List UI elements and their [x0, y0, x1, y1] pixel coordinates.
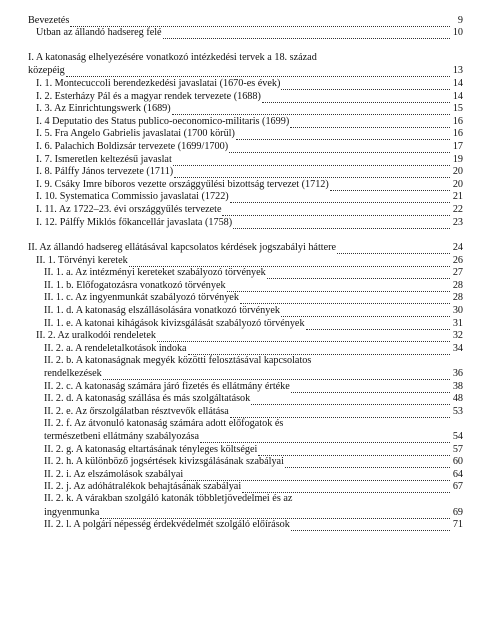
toc-entry-page: 10 [452, 27, 463, 39]
chapter-1-heading-cont[interactable] [28, 65, 463, 78]
toc-entry-page: 20 [452, 166, 463, 178]
dot-leader [337, 244, 450, 254]
toc-entry-title: II. 2. i. Az elszámolások szabályai [44, 468, 184, 480]
dot-leader [240, 294, 450, 304]
toc-entry-page: 54 [452, 431, 463, 442]
toc-entry-title: I. 10. Systematica Commissio javaslatai (1722) [36, 191, 229, 203]
toc-entry-title: I. 12. Pálffy Miklós főkancellár javaslata (1758) [36, 216, 233, 228]
toc-entry-title: I. 7. Ismeretlen keltezésű javaslat [36, 153, 172, 165]
dot-leader [227, 282, 450, 292]
toc-entry-title: I. 2. Esterházy Pál és a magyar rendek tervezete (1688) [36, 90, 261, 102]
dot-leader [290, 118, 450, 128]
toc-entry-ii-2-f-line1[interactable]: II. 2. f. Az átvonuló katonaság számára adott előfogatok és [44, 417, 284, 429]
dot-leader [285, 458, 450, 468]
toc-entry[interactable] [28, 77, 463, 90]
toc-entry-page: 27 [452, 267, 463, 279]
toc-entry[interactable] [28, 342, 463, 355]
toc-entry-ii-2-b[interactable] [28, 367, 463, 380]
toc-entry-title: II. Az állandó hadsereg ellátásával kapcsolatos kérdések jogszabályi háttere [28, 242, 337, 254]
toc-entry-page: 15 [452, 103, 463, 115]
toc-entry-page: 13 [452, 65, 463, 77]
section-ii-2-list-a [28, 342, 463, 355]
toc-entry[interactable] [28, 292, 463, 305]
toc-entry-page: 14 [452, 90, 463, 102]
dot-leader [129, 257, 450, 267]
dot-leader [291, 521, 450, 531]
toc-entry-title: II. 1. a. Az intézményi kereteket szabályozó törvények [44, 267, 266, 279]
dot-leader [188, 345, 450, 355]
toc-entry-page: 30 [452, 305, 463, 317]
dot-leader [262, 93, 450, 103]
dot-leader [184, 471, 450, 481]
toc-entry-title: II. 2. Az uralkodói rendeletek [36, 330, 156, 342]
toc-entry-title: I. 9. Csáky Imre bíboros vezette országgyűlési bizottság tervezet (1712) [36, 178, 329, 190]
toc-entry[interactable] [28, 456, 463, 469]
toc-entry-title: I. 5. Fra Angelo Gabrielis javaslatai (1700 körül) [36, 128, 235, 140]
toc-entry-page: 53 [452, 405, 463, 417]
dot-leader [157, 332, 450, 342]
toc-entry-page: 36 [452, 368, 463, 380]
toc-entry-title: közepéig [28, 65, 65, 77]
toc-entry-title: rendelkezések [44, 368, 102, 380]
toc-entry-ii-2-f[interactable] [28, 430, 463, 443]
toc-entry-page: 20 [452, 178, 463, 190]
toc-entry[interactable] [28, 267, 463, 280]
toc-entry-title: II. 1. c. Az ingyenmunkát szabályozó törvények [44, 292, 239, 304]
toc-entry-title: I. 8. Pálffy János tervezete (1711) [36, 166, 174, 178]
chapter-1-list [28, 77, 463, 228]
toc-entry-page: 64 [452, 468, 463, 480]
chapter-2-heading[interactable] [28, 242, 463, 255]
dot-leader [233, 219, 450, 229]
toc-entry-page: 48 [452, 393, 463, 405]
section-ii-1-list [28, 267, 463, 330]
dot-leader [251, 395, 450, 405]
toc-entry[interactable] [28, 481, 463, 494]
toc-entry[interactable] [28, 166, 463, 179]
toc-entry-title: természetbeni ellátmány szabályozása [44, 431, 200, 442]
toc-entry[interactable] [28, 443, 463, 456]
toc-entry-title: I. 6. Palachich Boldizsár tervezete (1699/1700) [36, 140, 229, 152]
toc-entry[interactable] [28, 153, 463, 166]
dot-leader [174, 168, 450, 178]
toc-entry[interactable] [28, 140, 463, 153]
dot-leader [242, 483, 450, 493]
toc-entry-page: 60 [452, 456, 463, 468]
toc-entry[interactable] [28, 317, 463, 330]
section-ii-2[interactable] [28, 330, 463, 343]
dot-leader [173, 156, 450, 166]
dot-leader [222, 206, 450, 216]
toc-entry[interactable] [28, 380, 463, 393]
toc-entry-page: 28 [452, 279, 463, 291]
dot-leader [229, 143, 450, 153]
toc-entry[interactable] [28, 304, 463, 317]
toc-entry[interactable] [28, 216, 463, 229]
toc-entry-title: II. 1. b. Előfogatozásra vonatkozó törvények [44, 279, 226, 291]
dot-leader [230, 193, 450, 203]
toc-entry-title: Útban az állandó hadsereg felé [36, 27, 162, 39]
dot-leader [230, 408, 450, 418]
dot-leader [70, 17, 450, 27]
section-ii-1[interactable] [28, 254, 463, 267]
dot-leader [258, 446, 450, 456]
section-ii-2-list-g [28, 443, 463, 493]
dot-leader [306, 320, 450, 330]
toc-entry[interactable] [28, 103, 463, 116]
toc-entry-page: 14 [452, 77, 463, 89]
toc-entry-page: 19 [452, 153, 463, 165]
toc-entry-title: I. 4 Deputatio des Status publico-oeconomico-militaris (1699) [36, 115, 290, 127]
dot-leader [291, 383, 450, 393]
toc-entry-title: II. 2. d. A katonaság szállása és más szolgáltatások [44, 393, 251, 405]
toc-entry-page: 22 [452, 203, 463, 215]
toc-entry-page: 9 [457, 14, 463, 26]
dot-leader [100, 509, 450, 519]
toc-entry-page: 38 [452, 380, 463, 392]
toc-entry[interactable] [28, 405, 463, 418]
toc-entry-page: 17 [452, 140, 463, 152]
dot-leader [267, 269, 450, 279]
toc-entry-page: 28 [452, 292, 463, 304]
toc-entry[interactable] [28, 203, 463, 216]
dot-leader [66, 67, 450, 77]
toc-entry-page: 21 [452, 191, 463, 203]
toc-entry[interactable] [28, 128, 463, 141]
toc-entry[interactable] [28, 519, 463, 532]
toc-entry-title: II. 2. c. A katonaság számára járó fizetés és ellátmány értéke [44, 380, 290, 392]
toc-entry-page: 26 [452, 254, 463, 266]
section-ii-2-list-l [28, 519, 463, 532]
toc-entry-page: 16 [452, 115, 463, 127]
toc-entry-title: II. 1. d. A katonaság elszállásolására vonatkozó törvények [44, 305, 280, 317]
dot-leader [281, 307, 450, 317]
toc-entry-page: 23 [452, 216, 463, 228]
dot-leader [281, 80, 450, 90]
toc-entry-title: II. 1. e. A katonai kihágások kivizsgálását szabályozó törvények [44, 317, 305, 329]
dot-leader [330, 181, 450, 191]
table-of-contents [28, 14, 463, 531]
toc-entry-page: 67 [452, 481, 463, 493]
dot-leader [172, 105, 450, 115]
chapter-1-heading[interactable]: I. A katonaság elhelyezésére vonatkozó intézkedési tervek a 18. század [28, 52, 317, 64]
toc-entry-title: II. 2. a. A rendeletalkotások indoka [44, 342, 187, 354]
toc-entry-page: 57 [452, 443, 463, 455]
section-ii-2-list-c [28, 380, 463, 418]
toc-entry-intro[interactable] [28, 14, 463, 27]
dot-leader [163, 29, 450, 39]
toc-entry-title: II. 2. e. Az őrszolgálatban résztvevők ellátása [44, 405, 229, 417]
toc-entry-intro-sub[interactable] [28, 27, 463, 40]
toc-entry-ii-2-k-line1[interactable]: II. 2. k. A várakban szolgáló katonák többletjövedelmei és az [44, 493, 293, 505]
toc-entry[interactable] [28, 393, 463, 406]
toc-entry-title: ingyenmunka [44, 506, 100, 518]
toc-entry-page: 31 [452, 317, 463, 329]
toc-entry-title: I. 1. Montecuccoli berendezkedési javaslatai (1670-es évek) [36, 77, 281, 89]
toc-entry-title: II. 2. l. A polgári népesség érdekvédelmét szolgáló előírások [44, 519, 290, 531]
toc-entry-title: I. 11. Az 1722–23. évi országgyűlés tervezete [36, 203, 222, 215]
toc-entry[interactable] [28, 178, 463, 191]
toc-entry-page: 69 [452, 506, 463, 518]
toc-entry-ii-2-b-line1[interactable]: II. 2. b. A katonaságnak megyék közötti felosztásával kapcsolatos [44, 354, 312, 366]
toc-entry-ii-2-k[interactable] [28, 506, 463, 519]
toc-entry[interactable] [28, 90, 463, 103]
toc-entry-page: 32 [452, 330, 463, 342]
toc-entry-page: 71 [452, 519, 463, 531]
toc-entry-page: 24 [452, 242, 463, 254]
toc-entry[interactable] [28, 191, 463, 204]
dot-leader [200, 433, 450, 443]
toc-entry-title: II. 1. Törvényi keretek [36, 254, 128, 266]
toc-entry-title: II. 2. h. A különböző jogsértések kivizsgálásának szabályai [44, 456, 284, 468]
toc-entry-title: I. 3. Az Einrichtungswerk (1689) [36, 103, 171, 115]
dot-leader [103, 370, 450, 380]
toc-entry[interactable] [28, 279, 463, 292]
toc-entry-title: Bevezetés [28, 14, 70, 26]
dot-leader [236, 130, 450, 140]
toc-entry[interactable] [28, 115, 463, 128]
toc-entry-title: II. 2. j. Az adóhátralékok behajtásának szabályai [44, 481, 242, 493]
toc-entry-title: II. 2. g. A katonaság eltartásának tényleges költségei [44, 443, 258, 455]
toc-entry[interactable] [28, 468, 463, 481]
toc-entry-page: 16 [452, 128, 463, 140]
toc-entry-page: 34 [452, 342, 463, 354]
